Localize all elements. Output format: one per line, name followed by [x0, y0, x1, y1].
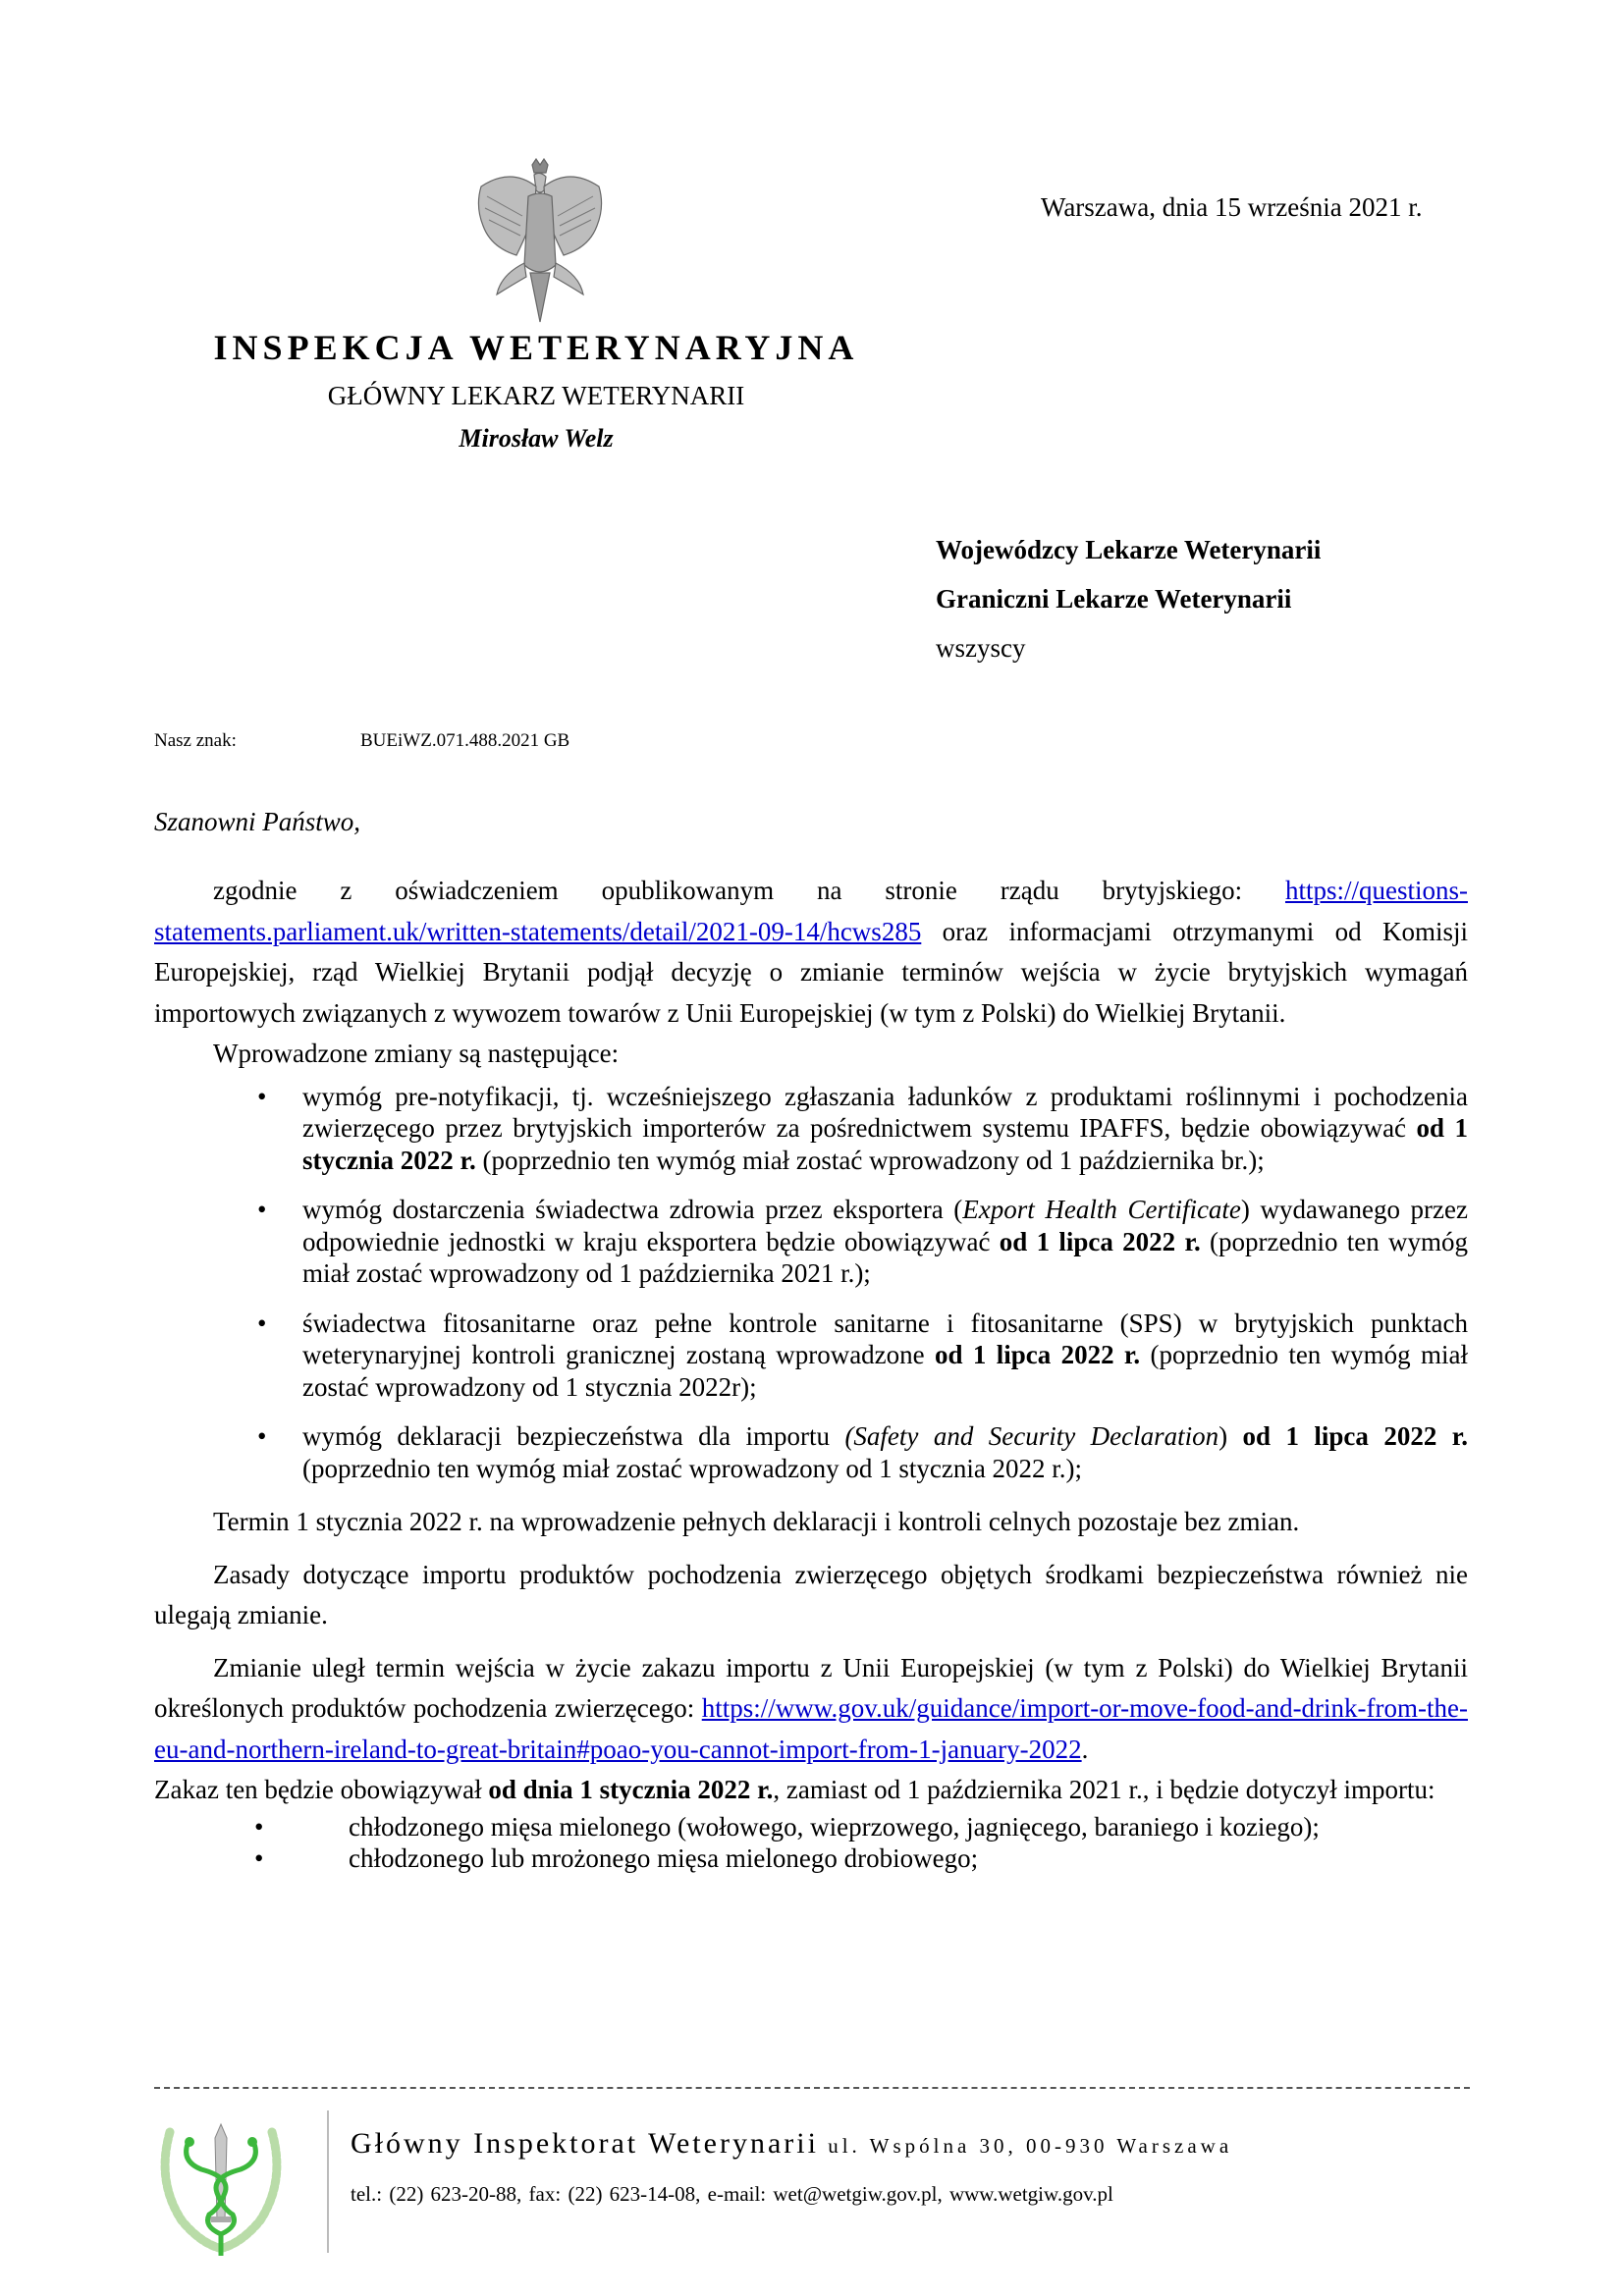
paragraph-text: , zamiast od 1 października 2021 r., i będzie dotyczył importu: — [773, 1775, 1435, 1804]
footer-address: ul. Wspólna 30, 00-930 Warszawa — [818, 2134, 1233, 2158]
changes-list — [154, 1081, 1468, 1485]
bullet-icon: • — [254, 1811, 264, 1842]
item-text: (poprzednio ten wymóg miał zostać wprowadzony od 1 stycznia 2022r); — [302, 1340, 1468, 1402]
item-text: (poprzednio ten wymóg miał zostać wprowadzony od 1 stycznia 2022 r.); — [302, 1453, 1083, 1483]
item-date: od 1 lipca 2022 r. — [999, 1226, 1201, 1256]
recipients-block — [936, 530, 1321, 677]
list-item — [154, 1811, 1468, 1842]
paragraph-text: Zakaz ten będzie obowiązywał — [154, 1775, 489, 1804]
bullet-icon: • — [257, 1081, 267, 1111]
footer-divider — [327, 2110, 329, 2253]
recipient-line: Graniczni Lekarze Weterynarii — [936, 584, 1292, 614]
footer-organization — [351, 2127, 1232, 2161]
parliament-statement-link[interactable]: https://questions-statements.parliament.uk/written-statements/detail/2021-09-14/hcws285 — [154, 876, 1468, 946]
item-text: (poprzednio ten wymóg miał zostać wprowadzony od 1 października br.); — [475, 1145, 1265, 1175]
paragraph-changes-intro: Wprowadzone zmiany są następujące: — [213, 1039, 620, 1068]
bullet-icon: • — [257, 1421, 267, 1451]
item-text: chłodzonego mięsa mielonego (wołowego, wieprzowego, jagnięcego, baraniego i koziego); — [349, 1811, 1320, 1842]
ban-date: od dnia 1 stycznia 2022 r. — [488, 1775, 774, 1804]
paragraph-customs: Termin 1 stycznia 2022 r. na wprowadzenie pełnych deklaracji i kontroli celnych pozostaje bez zmian. — [213, 1507, 1300, 1536]
item-text: chłodzonego lub mrożonego mięsa mielonego drobiowego; — [349, 1842, 979, 1873]
item-date: od 1 lipca 2022 r. — [935, 1340, 1141, 1369]
item-date: od 1 stycznia 2022 r. — [302, 1113, 1468, 1175]
footer-contact: tel.: (22) 623-20-88, fax: (22) 623-14-08, e-mail: wet@wetgiw.gov.pl, www.wetgiw.gov.pl — [351, 2182, 1113, 2206]
gov-uk-guidance-link[interactable]: https://www.gov.uk/guidance/import-or-move-food-and-drink-from-the-eu-and-northern-ireland-to-great-britain#poao-you-cannot-import-from-1-january-2022 — [154, 1693, 1468, 1764]
reference-value: BUEiWZ.071.488.2021 GB — [360, 730, 570, 751]
list-item — [154, 1308, 1468, 1404]
list-item — [154, 1842, 1468, 1874]
list-item — [154, 1194, 1468, 1290]
item-text: wymóg dostarczenia świadectwa zdrowia przez eksportera ( — [302, 1195, 963, 1224]
recipient-line: wszyscy — [936, 633, 1026, 663]
footer-separator — [154, 2087, 1470, 2089]
item-text: wymóg deklaracji bezpieczeństwa dla importu — [302, 1421, 845, 1451]
paragraph-text: zgodnie z oświadczeniem opublikowanym na stronie rządu brytyjskiego: — [213, 876, 1285, 905]
item-text: (poprzednio ten wymóg miał zostać wprowadzony od 1 października 2021 r.); — [302, 1226, 1468, 1288]
paragraph-ban-scope — [154, 1770, 1468, 1811]
item-text: ) wydawanego przez odpowiednie jednostki w kraju eksportera będzie obowiązywać — [302, 1195, 1468, 1256]
reference-label: Nasz znak: — [154, 730, 237, 751]
official-name: Mirosław Welz — [459, 424, 614, 453]
paragraph-ban — [154, 1648, 1468, 1771]
paragraph-text: Zmianie uległ termin wejścia w życie zakazu importu z Unii Europejskiej (w tym z Polski) do Wielkiej Brytanii określonych produktów pochodzenia zwierzęcego: — [154, 1652, 1468, 1723]
bullet-icon: • — [254, 1842, 264, 1873]
paragraph-text: oraz informacjami otrzymanymi od Komisji Europejskiej, rząd Wielkiej Brytanii podjął decyzję o zmianie terminów wejścia w życie brytyjskich wymagań importowych związanych z wywozem towarów z Unii Europejskiej (w tym z Polski) do Wielkiej Brytanii. — [154, 916, 1468, 1028]
item-text: wymóg pre-notyfikacji, tj. wcześniejszego zgłaszania ładunków z produktami roślinnymi i pochodzenia zwierzęcego przez brytyjskich importerów za pośrednictwem systemu IPAFFS, będzie obowiązywać — [302, 1081, 1468, 1143]
paragraph-intro — [154, 871, 1468, 1034]
recipient-line: Wojewódzcy Lekarze Weterynarii — [936, 535, 1322, 564]
list-item — [154, 1420, 1468, 1484]
item-text: ) — [1218, 1421, 1243, 1451]
organization-title: INSPEKCJA WETERYNARYJNA — [213, 328, 859, 367]
footer-org-name: Główny Inspektorat Weterynarii — [351, 2127, 819, 2160]
document-date: Warszawa, dnia 15 września 2021 r. — [1041, 192, 1423, 222]
bullet-icon: • — [257, 1195, 267, 1224]
bullet-icon: • — [257, 1308, 267, 1338]
item-term: Export Health Certificate — [962, 1195, 1241, 1224]
veterinary-caduceus-logo-icon — [152, 2112, 290, 2260]
paragraph-text: . — [1081, 1734, 1089, 1764]
salutation: Szanowni Państwo, — [154, 807, 361, 836]
item-date: od 1 lipca 2022 r. — [1242, 1421, 1468, 1451]
item-term: (Safety and Security Declaration — [844, 1421, 1219, 1451]
paragraph-rules: Zasady dotyczące importu produktów pochodzenia zwierzęcego objętych środkami bezpieczeństwa również nie ulegają zmianie. — [154, 1559, 1468, 1629]
item-text: świadectwa fitosanitarne oraz pełne kontrole sanitarne i fitosanitarne (SPS) w brytyjskich punktach weterynaryjnej kontroli granicznej zostaną wprowadzone — [302, 1308, 1468, 1369]
organization-subtitle: GŁÓWNY LEKARZ WETERYNARII — [327, 381, 745, 410]
banned-products-list — [154, 1811, 1468, 1874]
polish-eagle-emblem-icon — [461, 157, 619, 326]
reference-number — [154, 730, 569, 752]
list-item — [154, 1081, 1468, 1177]
letter-body — [154, 871, 1468, 1874]
